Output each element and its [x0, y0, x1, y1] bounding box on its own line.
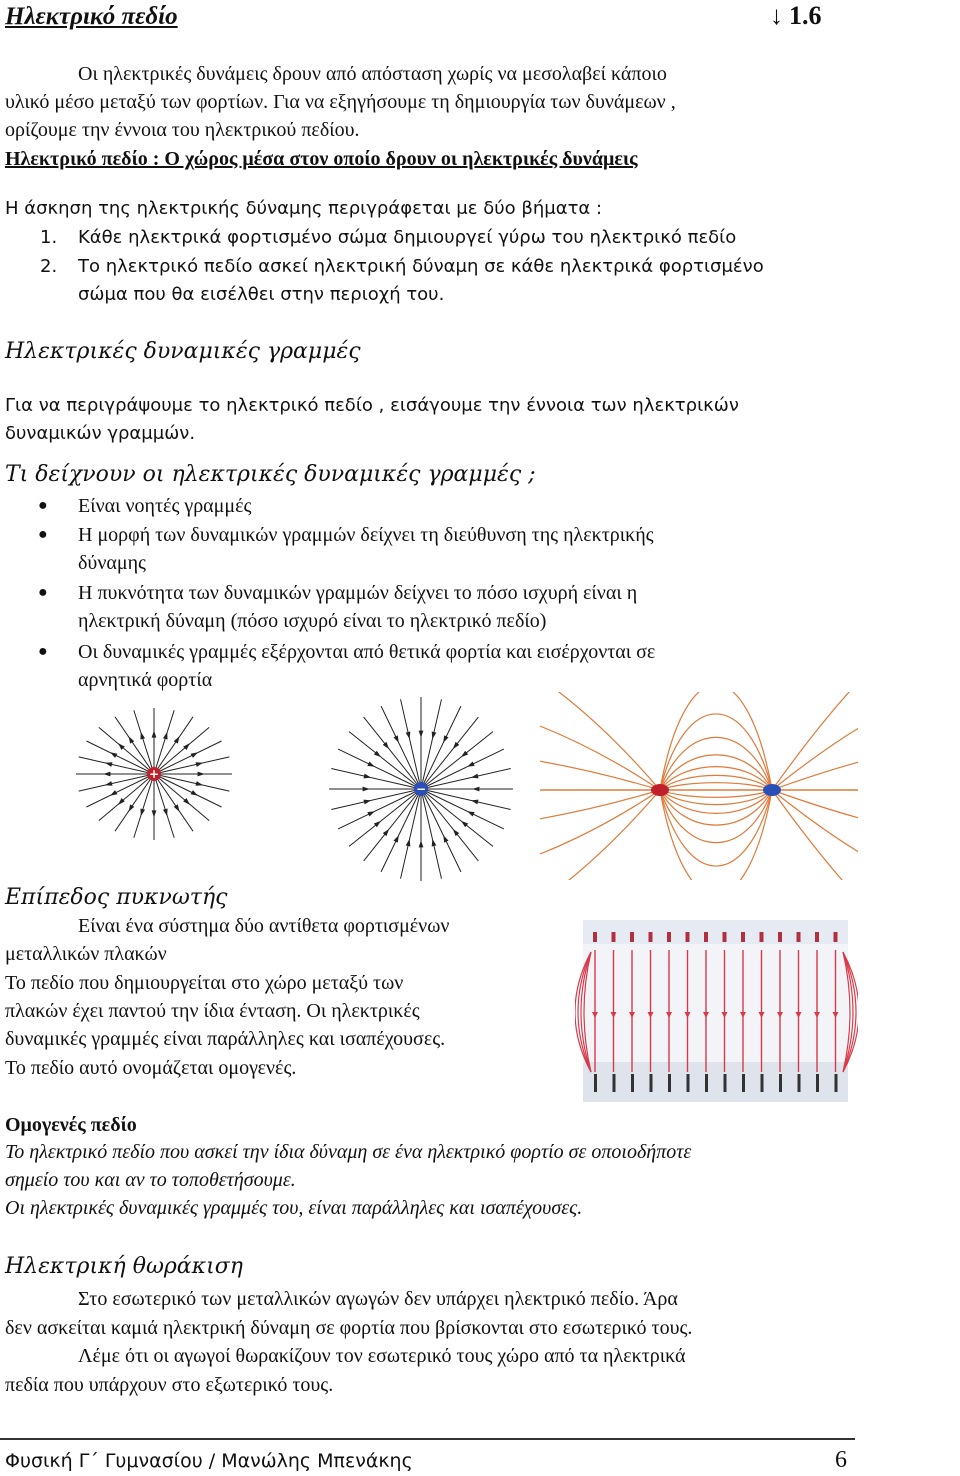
minus-marker	[650, 1074, 653, 1092]
dipole-field-diagram	[540, 692, 858, 880]
shielding-line-1: Στο εσωτερικό των μεταλλικών αγωγών δεν υπάρχει ηλεκτρικό πεδίο. Άρα	[78, 1288, 678, 1310]
capacitor-line-2: μεταλλικών πλακών	[5, 943, 167, 965]
minus-marker	[668, 1074, 671, 1092]
bullet-item-3-cont: ηλεκτρική δύναμη (πόσο ισχυρό είναι το ηλεκτρικό πεδίο)	[78, 610, 547, 632]
minus-marker	[631, 1074, 634, 1092]
bullet-item-4-cont: αρνητικά φορτία	[78, 669, 213, 691]
capacitor-line-5: δυναμικές γραμμές είναι παράλληλες και ισαπέχουσες.	[5, 1028, 446, 1050]
capacitor-field-diagram	[575, 912, 858, 1112]
bullet-item-4: Οι δυναμικές γραμμές εξέρχονται από θετικά φορτία και εισέρχονται σε	[78, 641, 656, 663]
negative-charge-dot	[763, 784, 781, 796]
shielding-heading: Ηλεκτρική θωράκιση	[5, 1254, 243, 1279]
shielding-line-3: Λέμε ότι οι αγωγοί θωρακίζουν τον εσωτερικό τους χώρο από τα ηλεκτρικά	[78, 1345, 686, 1367]
field-lines-text-2: δυναμικών γραμμών.	[5, 423, 196, 444]
capacitor-heading: Επίπεδος πυκνωτής	[5, 885, 228, 910]
capacitor-line-6: Το πεδίο αυτό ονομάζεται ομογενές.	[5, 1057, 297, 1079]
bullet-item-2-cont: δύναμης	[78, 552, 146, 574]
step-2-number: 2.	[40, 256, 58, 277]
plus-marker	[741, 932, 745, 942]
step-2-text: Το ηλεκτρικό πεδίο ασκεί ηλεκτρική δύναμη σε κάθε ηλεκτρικά φορτισμένο	[78, 256, 764, 277]
minus-marker	[613, 1074, 616, 1092]
plus-marker	[834, 932, 838, 942]
uniform-line-2: σημείο του και αν το τοποθετήσουμε.	[5, 1169, 296, 1191]
plus-marker	[760, 932, 764, 942]
positive-charge-field-diagram	[72, 702, 310, 864]
plus-marker	[815, 932, 819, 942]
bullet-item-3: Η πυκνότητα των δυναμικών γραμμών δείχνει το πόσο ισχυρή είναι η	[78, 582, 638, 604]
uniform-line-1: Το ηλεκτρικό πεδίο που ασκεί την ίδια δύναμη σε ένα ηλεκτρικό φορτίο σε οποιοδήποτε	[5, 1141, 692, 1163]
minus-marker	[687, 1074, 690, 1092]
diagram-background	[540, 692, 858, 880]
page-number: 6	[835, 1447, 847, 1473]
plus-marker	[649, 932, 653, 942]
top-plate	[583, 920, 848, 944]
plus-marker	[704, 932, 708, 942]
positive-charge-dot	[651, 784, 669, 796]
arrow-icon: ↓	[770, 1, 783, 30]
capacitor-line-3: Το πεδίο που δημιουργείται στο χώρο μεταξύ των	[5, 972, 404, 994]
plate-gap	[583, 944, 848, 1062]
minus-marker	[779, 1074, 782, 1092]
shielding-line-4: πεδία που υπάρχουν στο εξωτερικό τους.	[5, 1374, 334, 1396]
step-2-text-cont: σώμα που θα εισέλθει στην περιοχή του.	[78, 284, 445, 305]
diagram-background	[72, 702, 310, 864]
capacitor-line-1: Είναι ένα σύστημα δύο αντίθετα φορτισμένων	[78, 915, 450, 937]
footer-text: Φυσική Γ΄ Γυμνασίου / Μανώλης Μπενάκης	[5, 1450, 413, 1472]
plus-marker	[797, 932, 801, 942]
positive-charge-label: +	[148, 767, 160, 781]
bullet-item-2: Η μορφή των δυναμικών γραμμών δείχνει τη διεύθυνση της ηλεκτρικής	[78, 524, 654, 546]
capacitor-line-4: πλακών έχει παντού την ίδια ένταση. Οι ηλεκτρικές	[5, 1000, 420, 1022]
minus-marker	[705, 1074, 708, 1092]
bullet-dot: ●	[38, 584, 48, 601]
minus-marker	[742, 1074, 745, 1092]
intro-line-3: ορίζουμε την έννοια του ηλεκτρικού πεδίου.	[5, 119, 360, 141]
plus-marker	[778, 932, 782, 942]
plus-marker	[667, 932, 671, 942]
minus-marker	[835, 1074, 838, 1092]
plus-marker	[612, 932, 616, 942]
intro-line-2: υλικό μέσο μεταξύ των φορτίων. Για να εξηγήσουμε τη δημιουργία των δυνάμεων ,	[5, 91, 676, 113]
field-lines-question: Τι δείχνουν οι ηλεκτρικές δυναμικές γραμμές ;	[5, 462, 536, 487]
plus-marker	[593, 932, 597, 942]
steps-intro: Η άσκηση της ηλεκτρικής δύναμης περιγράφεται με δύο βήματα :	[5, 198, 603, 219]
uniform-line-3: Οι ηλεκτρικές δυναμικές γραμμές του, είναι παράλληλες και ισαπέχουσες.	[5, 1197, 583, 1219]
bottom-plate	[583, 1062, 848, 1102]
bullet-item-1: Είναι νοητές γραμμές	[78, 495, 252, 517]
minus-marker	[816, 1074, 819, 1092]
plus-marker	[723, 932, 727, 942]
field-lines-heading: Ηλεκτρικές δυναμικές γραμμές	[5, 339, 361, 364]
bullet-dot: ●	[38, 526, 48, 543]
minus-marker	[594, 1074, 597, 1092]
step-1-number: 1.	[40, 227, 58, 248]
minus-marker	[761, 1074, 764, 1092]
intro-line-1: Οι ηλεκτρικές δυνάμεις δρουν από απόσταση χωρίς να μεσολαβεί κάποιο	[78, 63, 667, 85]
section-number-text: 1.6	[789, 1, 822, 30]
plus-marker	[630, 932, 634, 942]
step-1-text: Κάθε ηλεκτρικά φορτισμένο σώμα δημιουργεί γύρω του ηλεκτρικό πεδίο	[78, 227, 737, 248]
field-definition: Ηλεκτρικό πεδίο : Ο χώρος μέσα στον οποίο δρουν οι ηλεκτρικές δυνάμεις	[5, 148, 638, 170]
bullet-dot: ●	[38, 497, 48, 514]
plus-marker	[686, 932, 690, 942]
field-lines-text-1: Για να περιγράψουμε το ηλεκτρικό πεδίο , εισάγουμε την έννοια των ηλεκτρικών	[5, 395, 739, 416]
page-title: Ηλεκτρικό πεδίο	[5, 3, 178, 30]
shielding-line-2: δεν ασκείται καμιά ηλεκτρική δύναμη σε φορτία που βρίσκονται στο εσωτερικό τους.	[5, 1317, 693, 1339]
minus-marker	[724, 1074, 727, 1092]
negative-charge-label: −	[415, 782, 427, 796]
bullet-dot: ●	[38, 643, 48, 660]
negative-charge-field-diagram	[325, 693, 517, 883]
section-number	[770, 0, 822, 32]
uniform-heading: Ομογενές πεδίο	[5, 1114, 137, 1136]
minus-marker	[798, 1074, 801, 1092]
footer-divider	[0, 1438, 855, 1440]
